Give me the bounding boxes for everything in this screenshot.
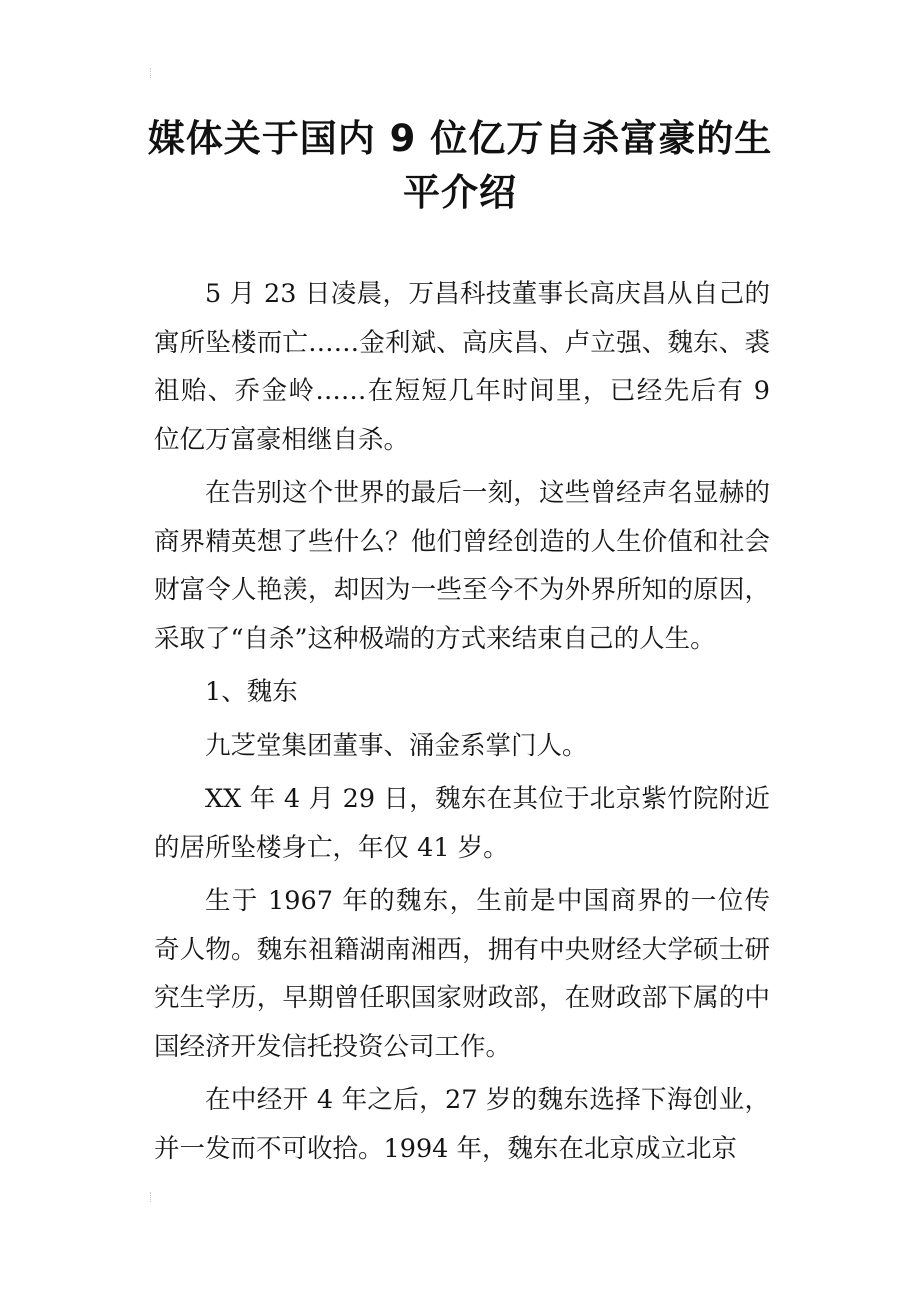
paragraph: 生于 1967 年的魏东，生前是中国商界的一位传奇人物。魏东祖籍湖南湘西，拥有中央财经大学硕士研究生学历，早期曾任职国家财政部，在财政部下属的中国经济开发信托投资公司工作。 <box>154 886 770 1062</box>
document-title: 媒体关于国内 9 位亿万自杀富豪的生平介绍 <box>147 117 773 214</box>
corner-crop-mark <box>150 1192 157 1202</box>
document-body <box>154 270 770 1178</box>
paragraph: 在告别这个世界的最后一刻，这些曾经声名显赫的商界精英想了些什么？他们曾经创造的人生价值和社会财富令人艳羡，却因为一些至今不为外界所知的原因，采取了“自杀”这种极端的方式来结束自己的人生。 <box>154 478 770 654</box>
paragraph: 5 月 23 日凌晨，万昌科技董事长高庆昌从自己的寓所坠楼而亡……金利斌、高庆昌、卢立强、魏东、裘祖贻、乔金岭……在短短几年时间里，已经先后有 9 位亿万富豪相继自杀。 <box>154 279 770 455</box>
section-heading: 1、魏东 <box>205 677 298 707</box>
paragraph: 九芝堂集团董事、涌金系掌门人。 <box>205 730 588 761</box>
corner-crop-mark <box>150 68 157 78</box>
paragraph: 在中经开 4 年之后，27 岁的魏东选择下海创业，并一发而不可收拾。1994 年，魏东在北京成立北京 <box>154 1085 770 1164</box>
paragraph: XX 年 4 月 29 日，魏东在其位于北京紫竹院附近的居所坠楼身亡，年仅 41 岁。 <box>154 784 770 863</box>
